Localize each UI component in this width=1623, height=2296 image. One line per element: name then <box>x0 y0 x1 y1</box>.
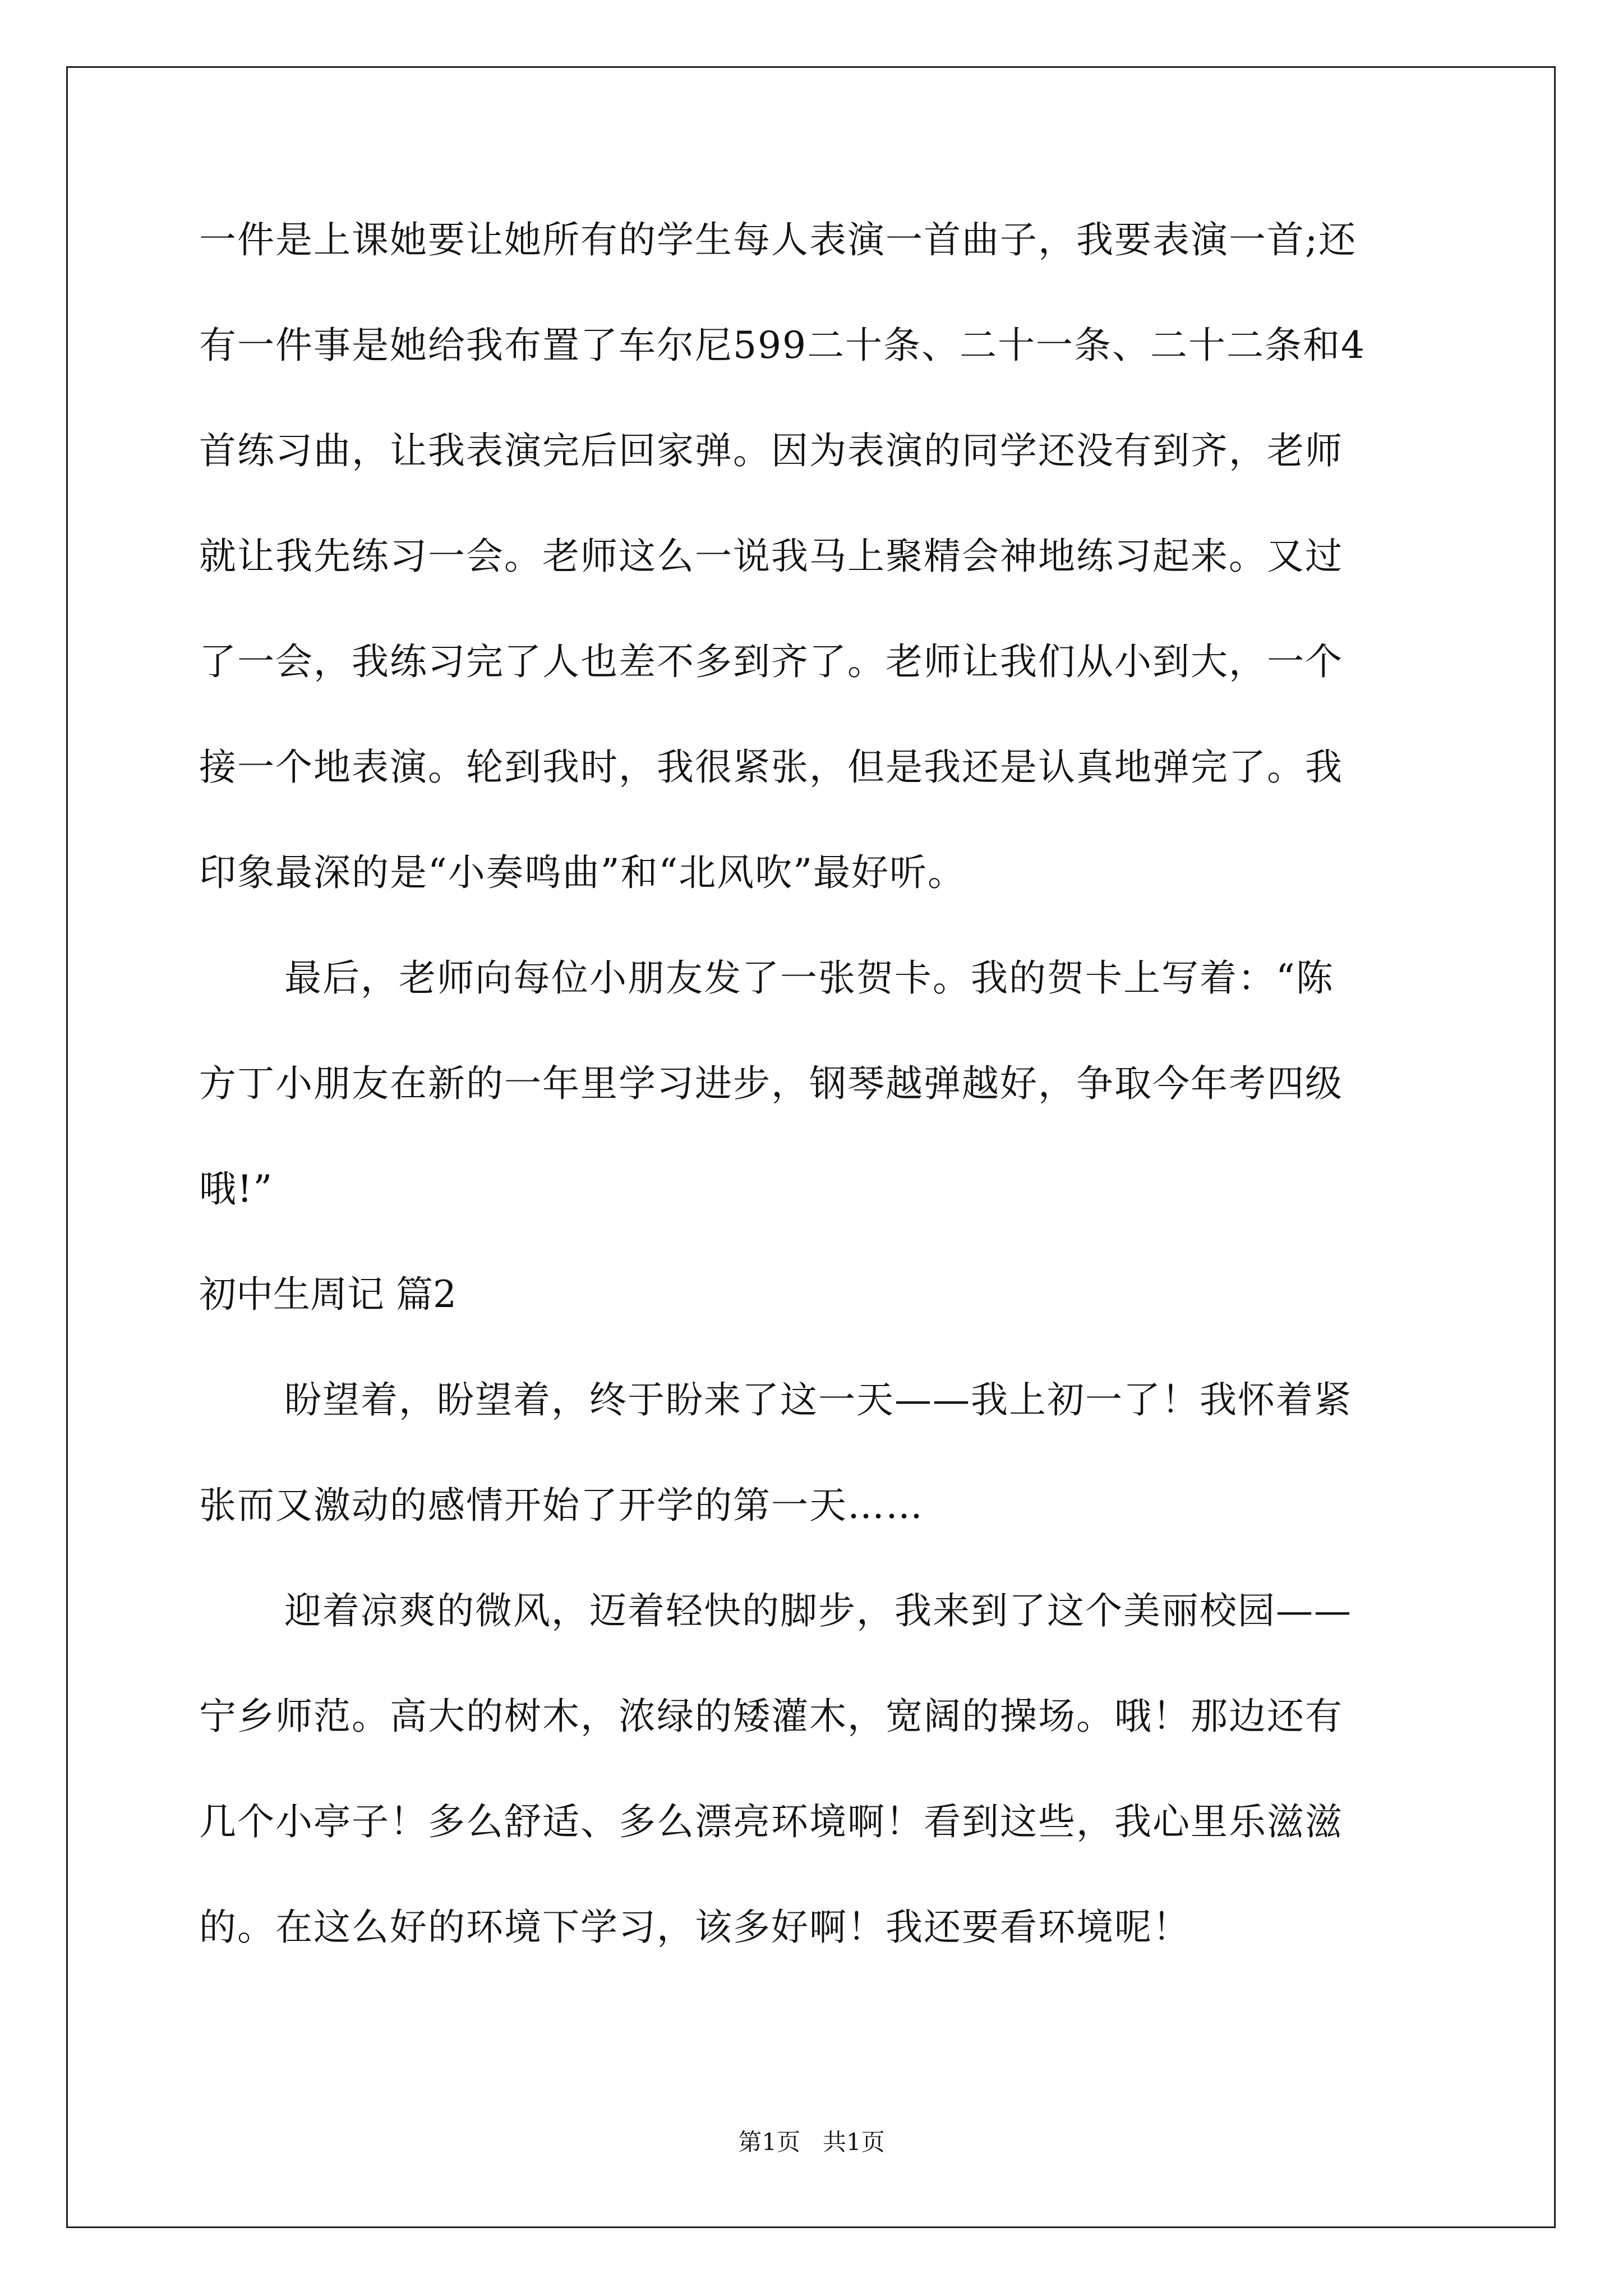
page-footer: 第1页 共1页 <box>738 2128 885 2156</box>
paragraph-first-line: 最后，老师向每位小朋友发了一张贺卡。我的贺卡上写着：“陈 <box>284 956 1334 1000</box>
text-line: 了一会，我练习完了人也差不多到齐了。老师让我们从小到大，一个 <box>199 640 1343 683</box>
text-line: 几个小亭子！多么舒适、多么漂亮环境啊！看到这些，我心里乐滋滋 <box>199 1800 1343 1843</box>
text-line: 就让我先练习一会。老师这么一说我马上聚精会神地练习起来。又过 <box>199 535 1343 578</box>
text-line: 方丁小朋友在新的一年里学习进步，钢琴越弹越好，争取今年考四级 <box>199 1062 1343 1105</box>
paragraph-first-line: 迎着凉爽的微风，迈着轻快的脚步，我来到了这个美丽校园—— <box>284 1589 1352 1632</box>
section-heading: 初中生周记 篇2 <box>199 1273 457 1316</box>
document-body <box>199 218 1427 2014</box>
text-line: 哦!” <box>199 1167 274 1211</box>
text-line: 宁乡师范。高大的树木，浓绿的矮灌木，宽阔的操场。哦！那边还有 <box>199 1695 1343 1738</box>
text-line: 印象最深的是“小奏鸣曲”和“北风吹”最好听。 <box>199 851 966 894</box>
text-line: 有一件事是她给我布置了车尔尼599二十条、二十一条、二十二条和4 <box>199 324 1366 367</box>
text-line: 的。在这么好的环境下学习，该多好啊！我还要看环境呢！ <box>199 1906 1191 1949</box>
text-line: 一件是上课她要让她所有的学生每人表演一首曲子，我要表演一首;还 <box>199 218 1357 261</box>
text-line: 接一个地表演。轮到我时，我很紧张，但是我还是认真地弹完了。我 <box>199 746 1343 789</box>
text-line: 张而又激动的感情开始了开学的第一天…… <box>199 1484 924 1527</box>
text-line: 首练习曲，让我表演完后回家弹。因为表演的同学还没有到齐，老师 <box>199 429 1343 472</box>
paragraph-first-line: 盼望着，盼望着，终于盼来了这一天——我上初一了！我怀着紧 <box>284 1378 1352 1421</box>
